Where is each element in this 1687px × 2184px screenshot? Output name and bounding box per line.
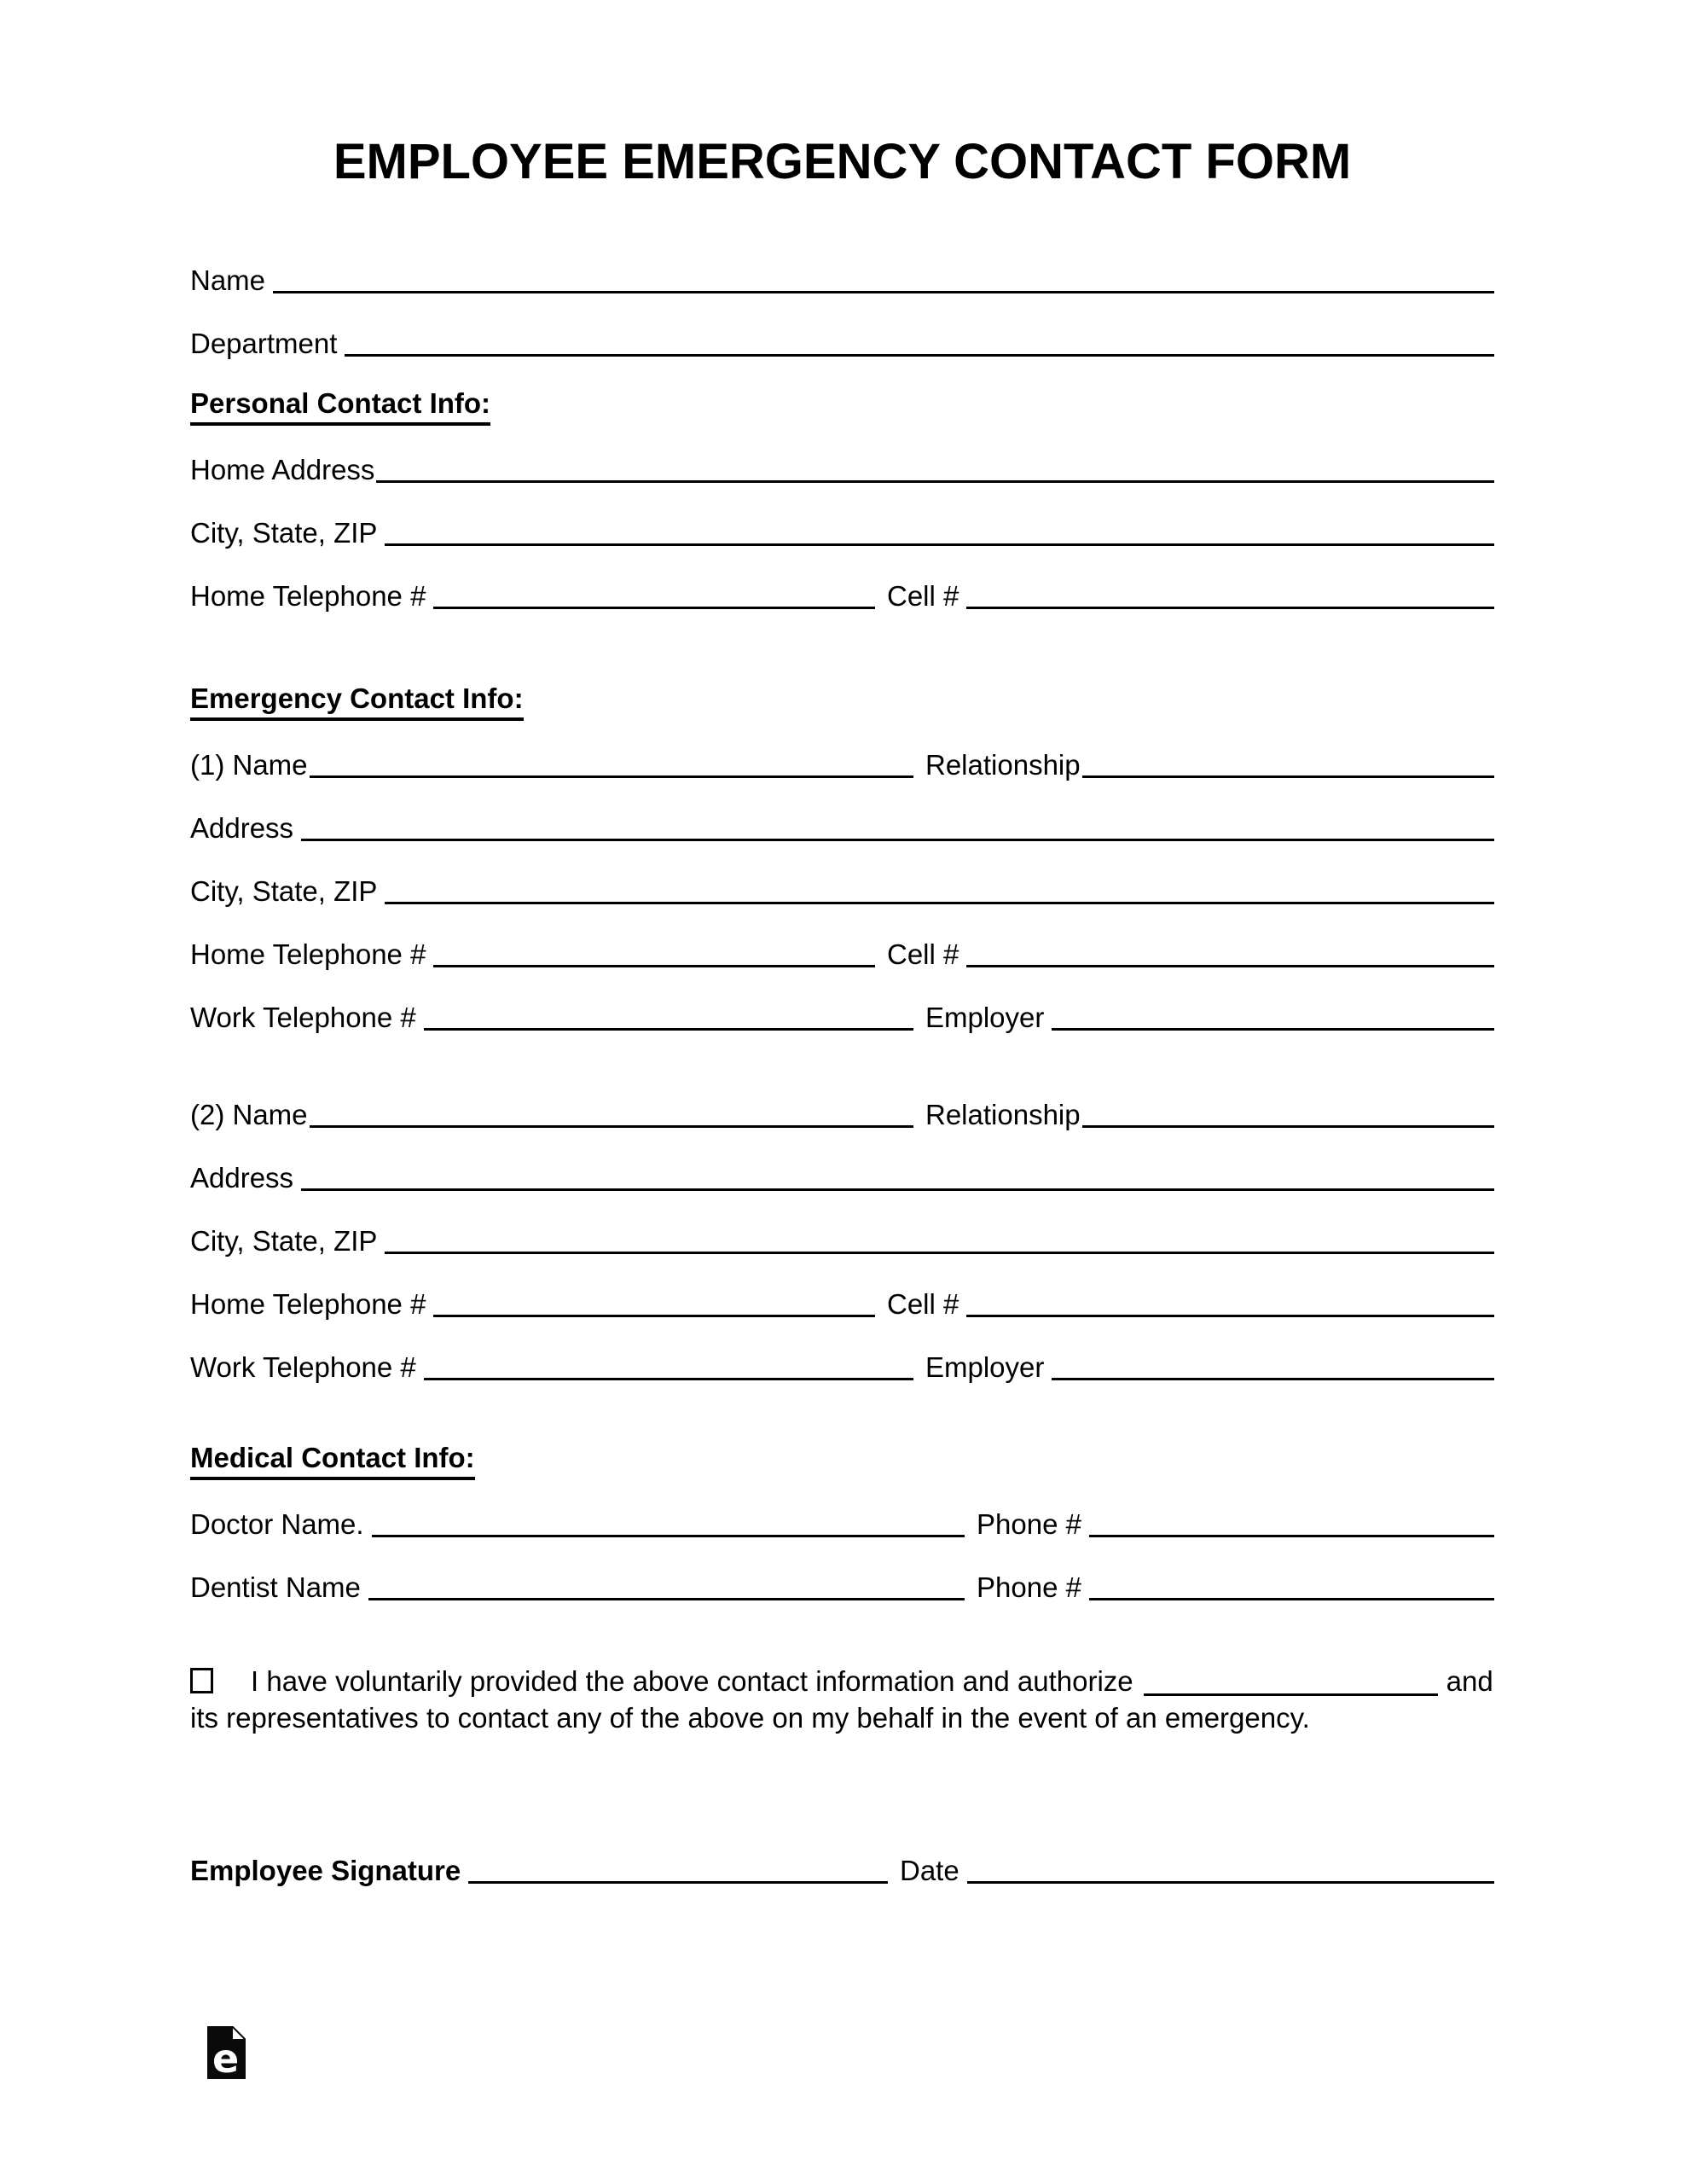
contact1-city-state-zip-input-line[interactable] — [385, 902, 1494, 904]
contact1-row-work — [190, 973, 1494, 1037]
contact2-work-telephone-field — [190, 1349, 925, 1386]
contact2-row-name — [190, 1071, 1494, 1134]
employee-signature-label: Employee Signature — [190, 1855, 461, 1886]
dentist-name-field — [190, 1569, 977, 1606]
cell-field — [887, 578, 1494, 615]
name-input-line[interactable] — [273, 291, 1494, 293]
authorization-paragraph — [190, 1663, 1494, 1736]
contact2-name-field — [190, 1096, 925, 1134]
contact2-city-state-zip-label: City, State, ZIP — [190, 1225, 378, 1257]
contact2-relationship-label: Relationship — [925, 1099, 1081, 1130]
contact1-relationship-label: Relationship — [925, 749, 1081, 781]
emergency-section-heading-row — [190, 658, 1494, 721]
contact2-address-label: Address — [190, 1162, 294, 1194]
contact2-relationship-field — [925, 1096, 1494, 1134]
logo-letter: e — [212, 2036, 240, 2079]
contact2-cell-field — [887, 1286, 1494, 1323]
field-row-city-state-zip — [190, 489, 1494, 552]
field-row-dentist — [190, 1543, 1494, 1606]
authorization-checkbox[interactable] — [190, 1668, 213, 1693]
contact2-cell-label: Cell # — [887, 1288, 959, 1320]
contact2-home-telephone-input-line[interactable] — [433, 1315, 875, 1317]
date-label: Date — [900, 1855, 959, 1886]
contact2-row-address — [190, 1134, 1494, 1197]
field-row-department — [190, 299, 1494, 363]
contact2-work-telephone-label: Work Telephone # — [190, 1351, 416, 1383]
contact1-work-telephone-input-line[interactable] — [424, 1028, 913, 1031]
eforms-document-logo — [207, 2026, 246, 2079]
contact2-row-city-state-zip — [190, 1197, 1494, 1260]
city-state-zip-label: City, State, ZIP — [190, 517, 378, 549]
contact1-employer-label: Employer — [925, 1002, 1045, 1033]
form-content — [190, 0, 1494, 1890]
contact1-employer-input-line[interactable] — [1052, 1028, 1494, 1031]
contact1-name-field — [190, 746, 925, 784]
contact2-employer-input-line[interactable] — [1052, 1378, 1494, 1380]
dentist-phone-field — [977, 1569, 1494, 1606]
contact1-name-input-line[interactable] — [310, 775, 913, 778]
department-label: Department — [190, 328, 338, 359]
doctor-phone-label: Phone # — [977, 1508, 1081, 1540]
contact1-work-telephone-label: Work Telephone # — [190, 1002, 416, 1033]
contact2-name-input-line[interactable] — [310, 1125, 913, 1128]
department-input-line[interactable] — [345, 354, 1494, 357]
contact2-employer-label: Employer — [925, 1351, 1045, 1383]
contact1-address-label: Address — [190, 812, 294, 844]
contact1-home-telephone-field — [190, 936, 887, 973]
contact1-cell-field — [887, 936, 1494, 973]
employee-signature-field — [190, 1852, 900, 1890]
contact1-name-label: (1) Name — [190, 749, 308, 781]
date-field — [900, 1852, 1494, 1890]
contact1-work-telephone-field — [190, 999, 925, 1037]
contact1-employer-field — [925, 999, 1494, 1037]
contact2-relationship-input-line[interactable] — [1082, 1125, 1494, 1128]
contact2-employer-field — [925, 1349, 1494, 1386]
doctor-name-input-line[interactable] — [372, 1535, 965, 1537]
employee-signature-input-line[interactable] — [468, 1881, 888, 1884]
personal-section-heading: Personal Contact Info: — [190, 386, 490, 426]
contact1-address-input-line[interactable] — [301, 839, 1494, 841]
doctor-name-field — [190, 1506, 977, 1543]
home-telephone-field — [190, 578, 887, 615]
cell-label: Cell # — [887, 580, 959, 612]
contact2-city-state-zip-input-line[interactable] — [385, 1252, 1494, 1254]
contact1-home-telephone-label: Home Telephone # — [190, 938, 426, 970]
contact1-cell-input-line[interactable] — [966, 965, 1494, 967]
contact1-relationship-input-line[interactable] — [1082, 775, 1494, 778]
home-address-label: Home Address — [190, 454, 375, 485]
contact1-cell-label: Cell # — [887, 938, 959, 970]
contact2-cell-input-line[interactable] — [966, 1315, 1494, 1317]
contact2-work-telephone-input-line[interactable] — [424, 1378, 913, 1380]
field-row-phones — [190, 552, 1494, 615]
dentist-phone-input-line[interactable] — [1089, 1598, 1494, 1600]
emergency-section-heading: Emergency Contact Info: — [190, 682, 524, 721]
contact2-home-telephone-label: Home Telephone # — [190, 1288, 426, 1320]
dentist-name-label: Dentist Name — [190, 1571, 361, 1603]
signature-row — [190, 1827, 1494, 1890]
contact1-city-state-zip-label: City, State, ZIP — [190, 875, 378, 907]
contact1-home-telephone-input-line[interactable] — [433, 965, 875, 967]
city-state-zip-input-line[interactable] — [385, 543, 1494, 546]
medical-section-heading-row — [190, 1417, 1494, 1480]
field-row-home-address — [190, 426, 1494, 489]
home-telephone-input-line[interactable] — [433, 607, 875, 609]
doctor-phone-field — [977, 1506, 1494, 1543]
company-name-input-line[interactable] — [1144, 1693, 1438, 1696]
dentist-name-input-line[interactable] — [368, 1598, 965, 1600]
authorization-text-after: and its representatives to contact any of the above on my behalf in the event of an emergency. — [190, 1665, 1493, 1734]
field-row-doctor — [190, 1480, 1494, 1543]
field-row-name — [190, 236, 1494, 299]
contact1-relationship-field — [925, 746, 1494, 784]
date-input-line[interactable] — [967, 1881, 1494, 1884]
personal-section-heading-row — [190, 363, 1494, 426]
form-title: EMPLOYEE EMERGENCY CONTACT FORM — [333, 134, 1352, 189]
contact2-home-telephone-field — [190, 1286, 887, 1323]
contact2-row-phones — [190, 1260, 1494, 1323]
contact2-row-work — [190, 1323, 1494, 1386]
doctor-name-label: Doctor Name. — [190, 1508, 364, 1540]
contact2-address-input-line[interactable] — [301, 1188, 1494, 1191]
contact1-row-city-state-zip — [190, 847, 1494, 910]
contact2-name-label: (2) Name — [190, 1099, 308, 1130]
contact1-row-phones — [190, 910, 1494, 973]
dentist-phone-label: Phone # — [977, 1571, 1081, 1603]
contact1-row-name — [190, 721, 1494, 784]
name-label: Name — [190, 264, 266, 296]
authorization-text-before: I have voluntarily provided the above contact information and authorize — [251, 1665, 1133, 1697]
cell-input-line[interactable] — [966, 607, 1494, 609]
home-address-input-line[interactable] — [376, 480, 1494, 483]
medical-section-heading: Medical Contact Info: — [190, 1441, 475, 1480]
doctor-phone-input-line[interactable] — [1089, 1535, 1494, 1537]
home-telephone-label: Home Telephone # — [190, 580, 426, 612]
contact1-row-address — [190, 784, 1494, 847]
